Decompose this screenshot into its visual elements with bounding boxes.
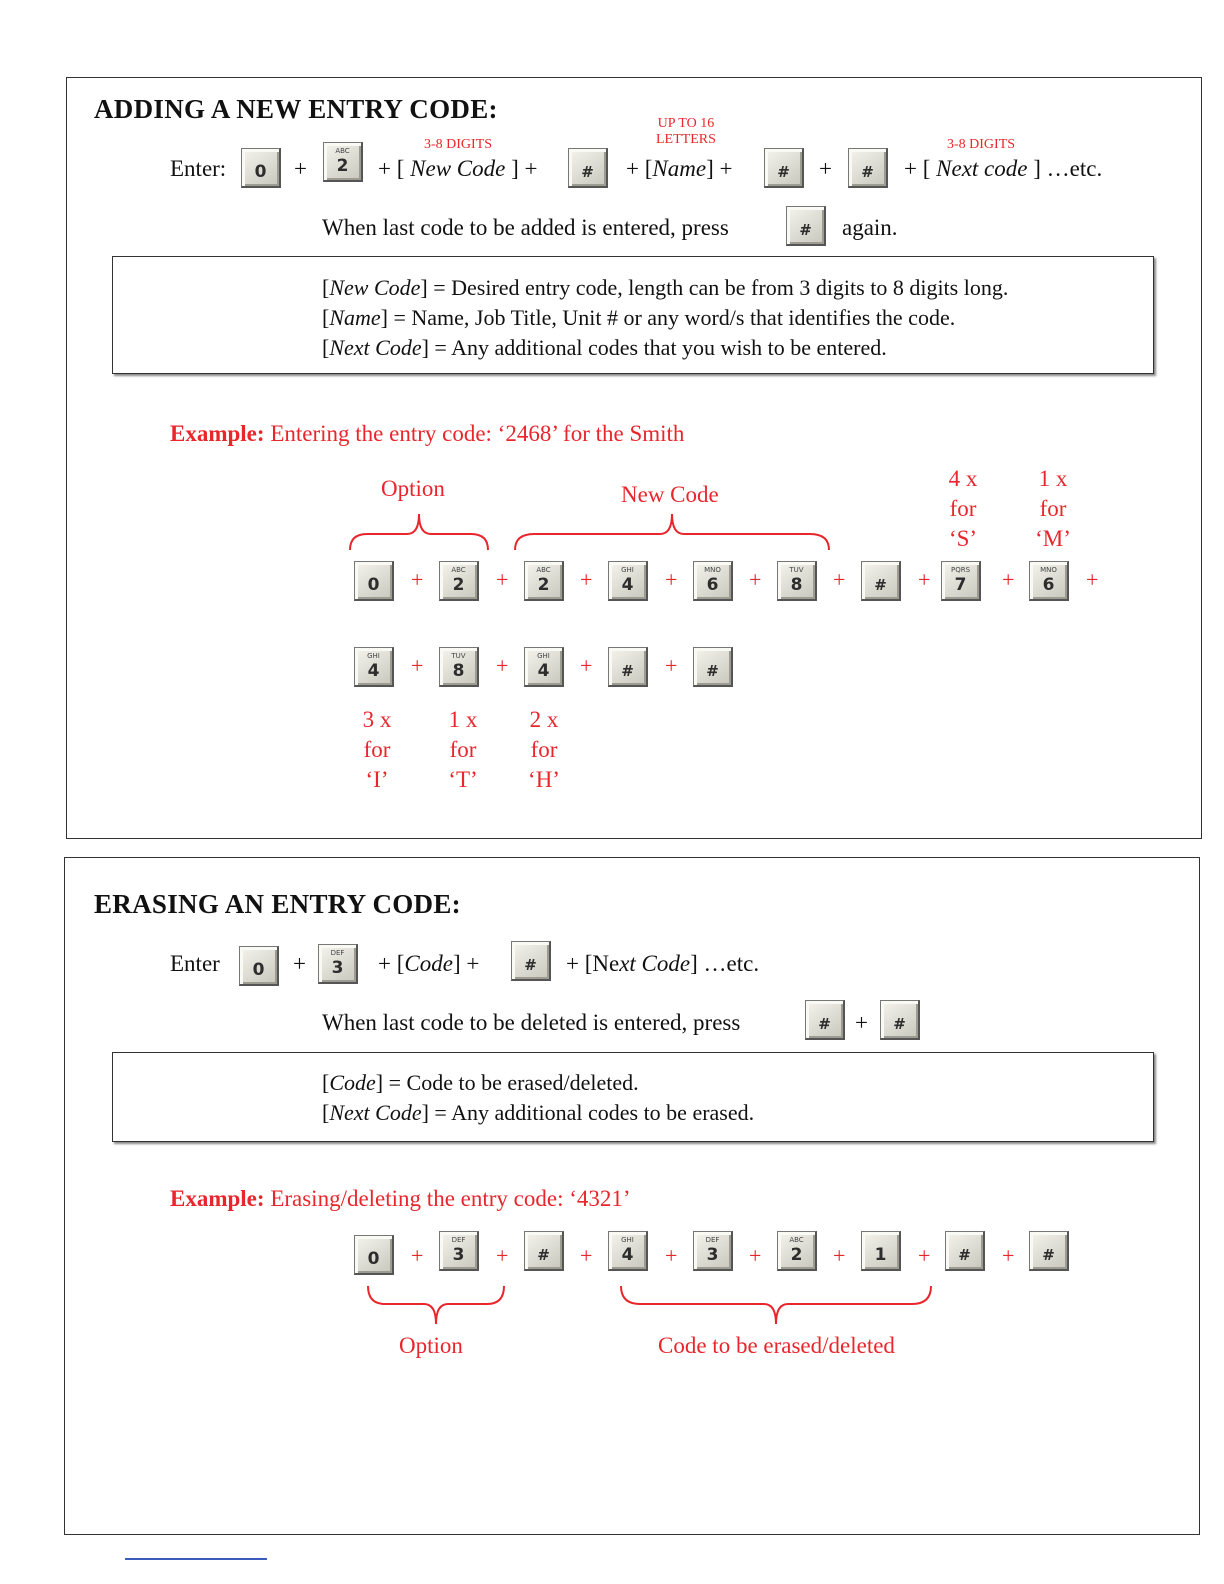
etc-text: …etc.	[1046, 156, 1103, 181]
key-letters: MNO	[1040, 566, 1057, 574]
plus-sign: +	[580, 567, 593, 592]
add-enter-label: Enter:	[170, 156, 227, 181]
definition-text: = Any additional codes that you wish to be entered.	[428, 335, 887, 360]
example-text: Entering the entry code: ‘2468’ for the Smith	[264, 421, 685, 446]
key-digit: 0	[367, 575, 380, 595]
plus-sign: +	[580, 1243, 593, 1268]
option-brace	[349, 512, 489, 552]
key-6[interactable]	[1029, 561, 1069, 601]
erase-code-label: Code to be erased/deleted	[658, 1333, 895, 1358]
next-code-placeholder: + [ Next code ] …etc.	[904, 156, 1103, 181]
key-letters: GHI	[621, 566, 634, 574]
key-hash[interactable]	[861, 561, 901, 601]
letter-m-note	[1028, 464, 1078, 554]
key-letters: ABC	[451, 566, 466, 574]
plus-sign: +	[918, 1243, 931, 1268]
key-hash[interactable]	[693, 647, 733, 687]
definition-text: = Any additional codes to be erased.	[428, 1100, 755, 1125]
definition-name: [Name] = Name, Job Title, Unit # or any word/s that identifies the code.	[322, 305, 956, 330]
key-8[interactable]	[777, 561, 817, 601]
key-digit: 1	[874, 1245, 887, 1265]
key-digit: 3	[706, 1245, 719, 1265]
letter-h-note	[521, 705, 567, 795]
plus-sign: +	[496, 1243, 509, 1268]
note-letter: ‘M’	[1035, 526, 1071, 551]
key-2[interactable]	[323, 142, 363, 182]
key-hash[interactable]	[880, 1000, 920, 1040]
note-for: for	[449, 737, 477, 762]
key-hash-symbol: #	[621, 662, 634, 680]
plus-sign: +	[411, 653, 424, 678]
key-hash-symbol: #	[537, 1246, 550, 1264]
key-letters: GHI	[621, 1236, 634, 1244]
plus-sign: +	[411, 567, 424, 592]
key-digit: 2	[537, 575, 550, 595]
example-label: Example:	[170, 1186, 265, 1211]
definition-term: New Code	[329, 275, 421, 300]
key-hash-symbol: #	[1042, 1246, 1055, 1264]
plus-sign: +	[749, 567, 762, 592]
plus-sign: +	[580, 653, 593, 678]
option-label: Option	[381, 476, 445, 501]
key-hash[interactable]	[608, 647, 648, 687]
key-digit: 0	[254, 162, 267, 182]
note-letter: ‘H’	[528, 767, 560, 792]
definition-text: = Name, Job Title, Unit # or any word/s that identifies the code.	[387, 305, 956, 330]
key-hash[interactable]	[511, 941, 551, 981]
hint-name-letters-line2: LETTERS	[656, 132, 716, 147]
key-letters: PQRS	[950, 566, 971, 574]
key-letters: ABC	[335, 147, 350, 155]
new-code-placeholder: + [ New Code ] +	[378, 156, 538, 181]
key-digit: 7	[954, 575, 967, 595]
key-hash-symbol: #	[958, 1246, 971, 1264]
definition-term: Code	[329, 1070, 376, 1095]
key-7[interactable]	[941, 561, 981, 601]
key-6[interactable]	[693, 561, 733, 601]
erase-next-code-placeholder: + [Next Code] …etc.	[566, 951, 760, 976]
example-label: Example:	[170, 421, 265, 446]
key-letters: DEF	[451, 1236, 466, 1244]
add-section-panel	[66, 77, 1202, 839]
note-count: 1 x	[448, 707, 478, 732]
key-hash-symbol: #	[706, 662, 719, 680]
key-digit: 6	[706, 575, 719, 595]
key-digit: 4	[537, 661, 550, 681]
key-0[interactable]	[354, 1235, 394, 1275]
plus-sign: +	[918, 567, 931, 592]
key-1[interactable]	[861, 1231, 901, 1271]
definition-term: Name	[329, 305, 381, 330]
hint-name-letters-line1: UP TO 16	[657, 116, 715, 131]
plus-sign: +	[293, 951, 306, 976]
key-hash-symbol: #	[581, 163, 594, 181]
note-count: 1 x	[1038, 466, 1068, 491]
plus-sign: +	[833, 1243, 846, 1268]
letter-i-note	[354, 705, 400, 795]
key-digit: 8	[790, 575, 803, 595]
note-count: 2 x	[529, 707, 559, 732]
key-hash-symbol: #	[524, 956, 537, 974]
key-letters: TUV	[789, 566, 804, 574]
key-3[interactable]	[693, 1231, 733, 1271]
key-8[interactable]	[439, 647, 479, 687]
key-digit: 8	[452, 661, 465, 681]
key-hash-symbol: #	[818, 1015, 831, 1033]
key-4[interactable]	[524, 647, 564, 687]
hint-next-code-digits: 3-8 DIGITS	[947, 137, 1016, 152]
erase-section-title: ERASING AN ENTRY CODE:	[94, 889, 461, 919]
definition-next-code: [Next Code] = Any additional codes to be erased.	[322, 1100, 755, 1125]
key-digit: 6	[1042, 575, 1055, 595]
new-code-brace	[514, 512, 830, 552]
plus-sign: +	[1086, 567, 1099, 592]
new-code-label: New Code	[621, 482, 719, 507]
plus-sign: +	[1002, 567, 1015, 592]
next-code-term: Next code	[936, 156, 1028, 181]
plus-sign: +	[819, 156, 832, 181]
plus-sign: +	[411, 1243, 424, 1268]
key-hash-symbol: #	[777, 163, 790, 181]
erase-enter-label: Enter	[170, 951, 220, 976]
erase-code-placeholder: + [Code] +	[378, 951, 480, 976]
plus-sign: +	[1002, 1243, 1015, 1268]
plus-sign: +	[665, 567, 678, 592]
key-letters: TUV	[451, 652, 466, 660]
note-letter: ‘I’	[365, 767, 389, 792]
definition-term: Next Code	[329, 1100, 422, 1125]
definition-new-code: [New Code] = Desired entry code, length can be from 3 digits to 8 digits long.	[322, 275, 1009, 300]
key-hash[interactable]	[786, 206, 826, 246]
key-hash[interactable]	[945, 1231, 985, 1271]
name-term: Name	[652, 156, 707, 181]
key-4[interactable]	[608, 561, 648, 601]
add-last-code-instruction: When last code to be added is entered, press	[322, 215, 729, 240]
key-letters: MNO	[704, 566, 721, 574]
note-count: 3 x	[362, 707, 392, 732]
plus-sign: +	[294, 156, 307, 181]
letter-s-note	[940, 464, 986, 554]
plus-sign: +	[749, 1243, 762, 1268]
note-for: for	[1039, 496, 1067, 521]
note-for: for	[363, 737, 391, 762]
note-letter: ‘S’	[948, 526, 978, 551]
new-code-term: New Code	[410, 156, 506, 181]
key-hash[interactable]	[1029, 1231, 1069, 1271]
key-digit: 2	[790, 1245, 803, 1265]
add-example-line	[170, 421, 684, 447]
note-for: for	[530, 737, 558, 762]
name-placeholder: + [Name] +	[626, 156, 733, 181]
note-count: 4 x	[948, 466, 978, 491]
key-letters: GHI	[367, 652, 380, 660]
key-hash[interactable]	[568, 148, 608, 188]
add-last-code-suffix: again.	[842, 215, 898, 240]
key-letters: GHI	[537, 652, 550, 660]
definition-term: Next Code	[329, 335, 422, 360]
key-2[interactable]	[777, 1231, 817, 1271]
key-hash[interactable]	[848, 148, 888, 188]
key-letters: ABC	[536, 566, 551, 574]
key-letters: DEF	[705, 1236, 720, 1244]
key-2[interactable]	[524, 561, 564, 601]
key-0[interactable]	[241, 148, 281, 188]
code-term: Code	[404, 951, 453, 976]
hint-new-code-digits: 3-8 DIGITS	[424, 137, 493, 152]
key-3[interactable]	[439, 1231, 479, 1271]
key-letters: DEF	[330, 949, 345, 957]
key-hash-symbol: #	[861, 163, 874, 181]
key-digit: 4	[621, 1245, 634, 1265]
key-4[interactable]	[608, 1231, 648, 1271]
definition-text: = Code to be erased/deleted.	[383, 1070, 639, 1095]
key-hash[interactable]	[524, 1231, 564, 1271]
plus-sign: +	[496, 567, 509, 592]
key-hash-symbol: #	[893, 1015, 906, 1033]
plus-sign: +	[496, 653, 509, 678]
key-digit: 3	[452, 1245, 465, 1265]
key-digit: 0	[252, 960, 265, 980]
key-0[interactable]	[354, 561, 394, 601]
etc-text: …etc.	[703, 951, 760, 976]
key-digit: 4	[367, 661, 380, 681]
erase-option-brace	[367, 1284, 505, 1326]
key-digit: 4	[621, 575, 634, 595]
key-2[interactable]	[439, 561, 479, 601]
footer-link-underline[interactable]	[125, 1558, 267, 1560]
erase-last-code-instruction: When last code to be deleted is entered, press	[322, 1010, 741, 1035]
key-hash[interactable]	[805, 1000, 845, 1040]
key-digit: 2	[452, 575, 465, 595]
key-digit: 3	[331, 958, 344, 978]
key-hash-symbol: #	[799, 221, 812, 239]
definition-code: [Code] = Code to be erased/deleted.	[322, 1070, 639, 1095]
plus-sign: +	[665, 1243, 678, 1268]
erase-example-line	[170, 1186, 631, 1212]
key-hash[interactable]	[764, 148, 804, 188]
example-text: Erasing/deleting the entry code: ‘4321’	[264, 1186, 631, 1211]
add-section-title: ADDING A NEW ENTRY CODE:	[94, 94, 498, 124]
key-digit: 2	[336, 156, 349, 176]
key-0[interactable]	[239, 946, 279, 986]
letter-t-note	[440, 705, 486, 795]
plus-sign: +	[855, 1010, 868, 1035]
definition-next-code: [Next Code] = Any additional codes that you wish to be entered.	[322, 335, 887, 360]
erase-option-label: Option	[399, 1333, 463, 1358]
key-letters: ABC	[789, 1236, 804, 1244]
next-code-term-suffix: xt Code	[619, 951, 691, 976]
erase-code-brace	[620, 1284, 932, 1326]
key-4[interactable]	[354, 647, 394, 687]
note-for: for	[949, 496, 977, 521]
definition-text: = Desired entry code, length can be from 3 digits to 8 digits long.	[427, 275, 1009, 300]
key-3[interactable]	[318, 944, 358, 984]
plus-sign: +	[833, 567, 846, 592]
key-hash-symbol: #	[874, 576, 887, 594]
hint-name-letters	[656, 116, 716, 148]
plus-sign: +	[665, 653, 678, 678]
note-letter: ‘T’	[448, 767, 478, 792]
key-digit: 0	[367, 1249, 380, 1269]
